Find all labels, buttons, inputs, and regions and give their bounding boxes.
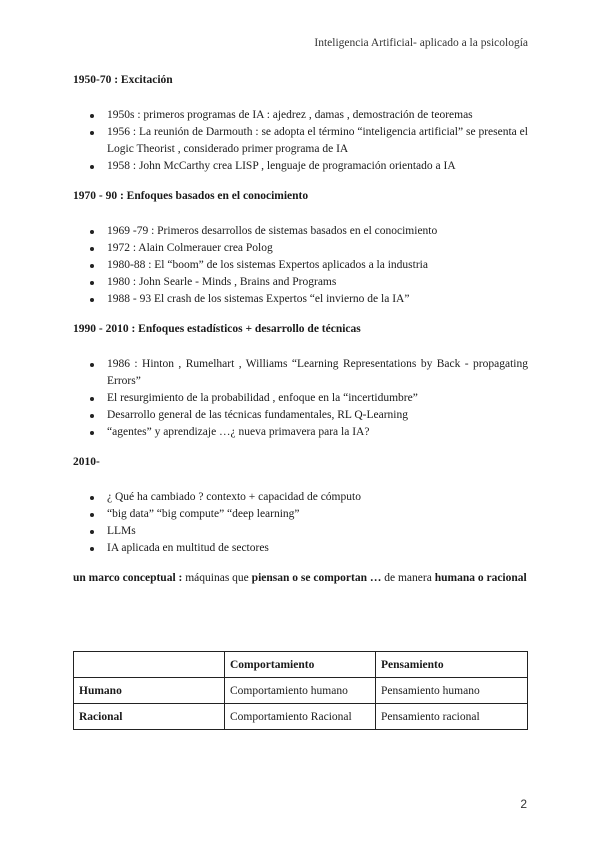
section-heading: 1970 - 90 : Enfoques basados en el conocimiento [73,190,309,202]
list-item: IA aplicada en multitud de sectores [107,540,528,557]
section-heading: 2010- [73,456,100,468]
bullet-list [73,107,528,175]
column-header: Comportamiento [225,652,376,678]
list-item: 1980 : John Searle - Minds , Brains and Programs [107,274,528,291]
table-row [74,704,528,730]
row-header: Humano [74,678,225,704]
section-1970-90 [73,188,528,308]
table-cell: Comportamiento humano [225,678,376,704]
bullet-list [73,356,528,441]
list-item: 1950s : primeros programas de IA : ajedrez , damas , demostración de teoremas [107,107,528,124]
row-header: Racional [74,704,225,730]
list-item: LLMs [107,523,528,540]
list-item: “big data” “big compute” “deep learning” [107,506,528,523]
table-header-row [74,652,528,678]
main-content [73,72,528,587]
section-1950-70 [73,72,528,175]
section-1990-2010 [73,321,528,441]
concept-emphasis: piensan o se comportan … [251,572,382,584]
list-item: 1972 : Alain Colmerauer crea Polog [107,240,528,257]
concept-paragraph [73,570,528,587]
list-item: Desarrollo general de las técnicas fundamentales, RL Q-Learning [107,407,528,424]
bullet-list [73,489,528,557]
concept-emphasis: humana o racional [434,572,527,584]
section-heading: 1990 - 2010 : Enfoques estadísticos + desarrollo de técnicas [73,323,361,335]
list-item: 1988 - 93 El crash de los sistemas Expertos “el invierno de la IA” [107,291,528,308]
list-item: 1986 : Hinton , Rumelhart , Williams “Learning Representations by Back - propagating Errors” [107,356,528,390]
list-item: 1969 -79 : Primeros desarrollos de sistemas basados en el conocimiento [107,223,528,240]
table-cell: Pensamiento racional [376,704,528,730]
section-2010 [73,454,528,557]
column-header: Pensamiento [376,652,528,678]
list-item: 1980-88 : El “boom” de los sistemas Expertos aplicados a la industria [107,257,528,274]
bullet-list [73,223,528,308]
running-header: Inteligencia Artificial- aplicado a la psicología [314,37,528,49]
list-item: 1958 : John McCarthy crea LISP , lenguaje de programación orientado a IA [107,158,528,175]
concept-lead: un marco conceptual : [73,572,183,584]
table-row [74,678,528,704]
table-cell: Pensamiento humano [376,678,528,704]
concept-text: de manera [381,572,435,584]
list-item: ¿ Qué ha cambiado ? contexto + capacidad de cómputo [107,489,528,506]
concept-matrix-table [73,651,528,730]
list-item: “agentes” y aprendizaje …¿ nueva primavera para la IA? [107,424,528,441]
concept-text: máquinas que [182,572,252,584]
list-item: 1956 : La reunión de Darmouth : se adopta el término “inteligencia artificial” se presenta el Logic Theorist , considerado primer programa de IA [107,124,528,158]
section-heading: 1950-70 : Excitación [73,74,173,86]
table-cell [74,652,225,678]
list-item: El resurgimiento de la probabilidad , enfoque en la “incertidumbre” [107,390,528,407]
page-number: 2 [520,797,527,811]
table-cell: Comportamiento Racional [225,704,376,730]
